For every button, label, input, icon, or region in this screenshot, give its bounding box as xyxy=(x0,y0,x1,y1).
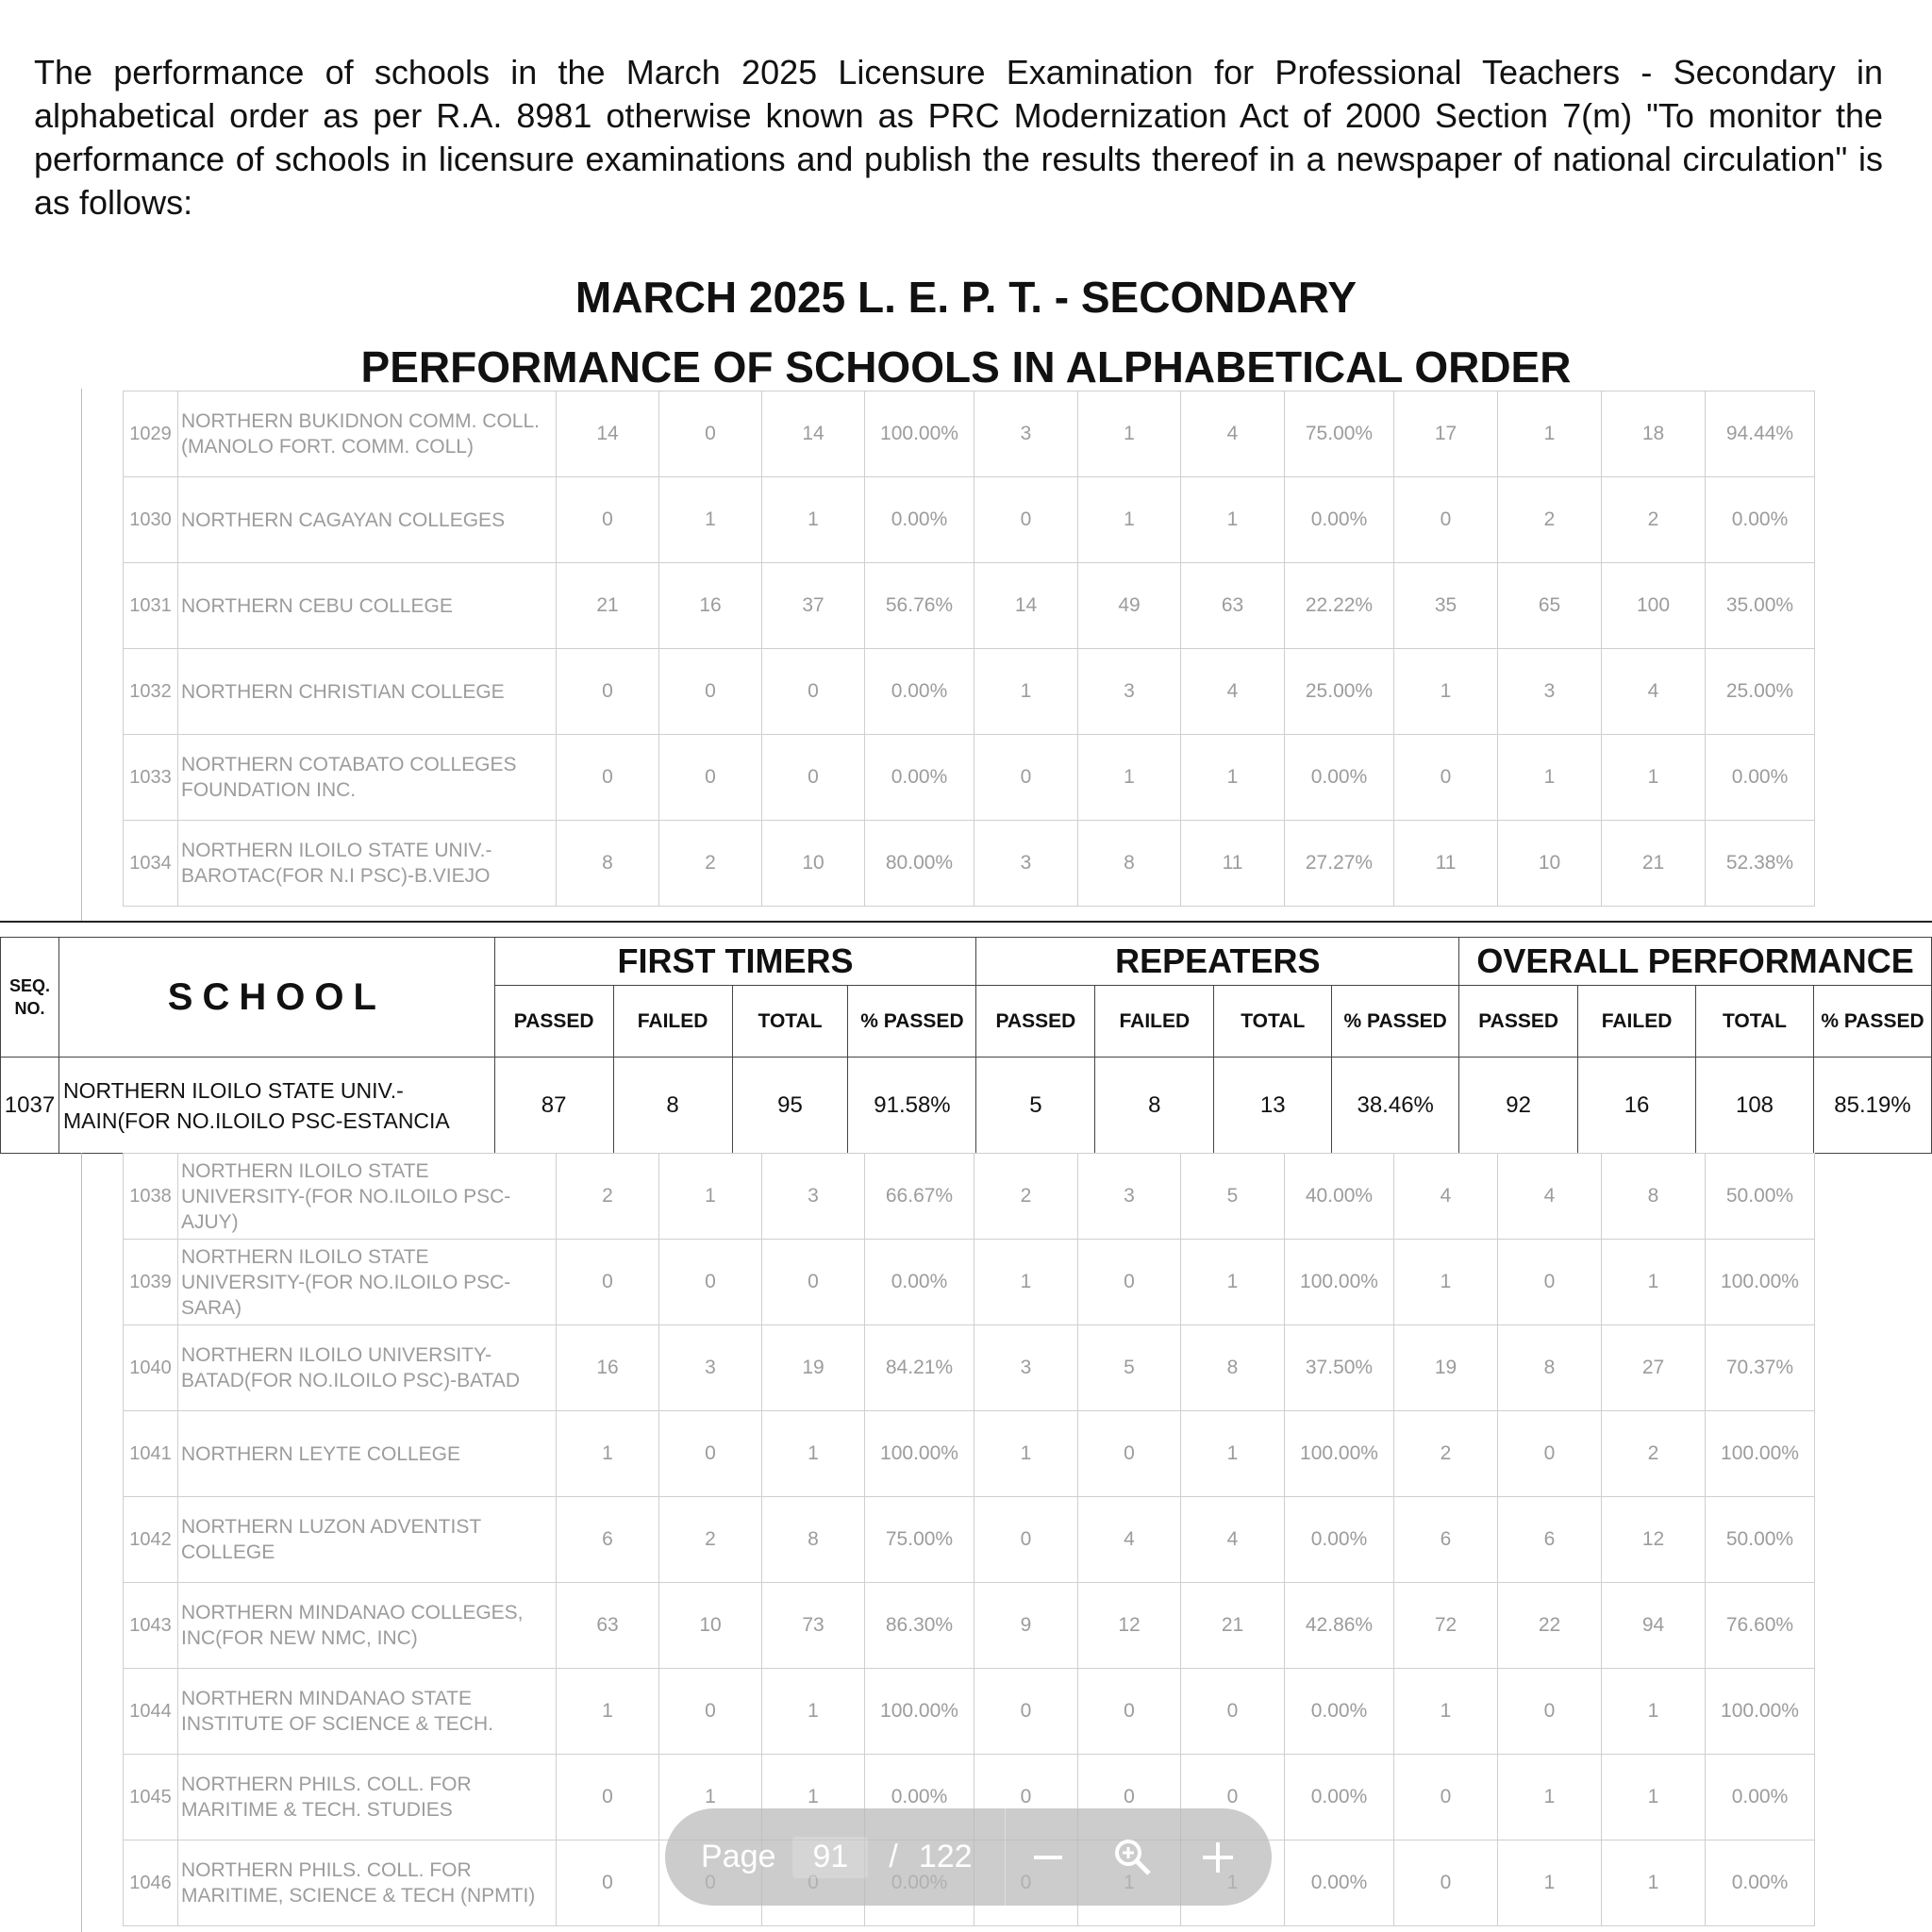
row-value: 85.19% xyxy=(1813,1058,1931,1154)
row-value: 0 xyxy=(1181,1669,1285,1755)
results-table xyxy=(123,391,1815,907)
row-value: 0.00% xyxy=(1285,477,1394,563)
school-header: SCHOOL xyxy=(58,938,494,1058)
row-seq: 1046 xyxy=(124,1840,178,1926)
row-value: 11 xyxy=(1181,821,1285,907)
row-value: 0 xyxy=(557,735,659,821)
row-value: 21 xyxy=(1181,1583,1285,1669)
row-value: 0 xyxy=(1078,1669,1181,1755)
row-value: 25.00% xyxy=(1706,649,1815,735)
row-value: 1 xyxy=(974,1240,1078,1325)
row-value: 3 xyxy=(659,1325,762,1411)
row-seq: 1034 xyxy=(124,821,178,907)
row-value: 1 xyxy=(1181,1411,1285,1497)
zoom-reset-icon[interactable] xyxy=(1091,1808,1175,1906)
row-value: 0.00% xyxy=(1285,1497,1394,1583)
row-value: 0 xyxy=(557,649,659,735)
row-value: 0 xyxy=(1078,1755,1181,1840)
row-school: NORTHERN MINDANAO STATE INSTITUTE OF SCIENCE & TECH. xyxy=(178,1669,557,1755)
row-value: 0 xyxy=(659,1240,762,1325)
row-value: 22 xyxy=(1498,1583,1602,1669)
row-value: 1 xyxy=(762,477,865,563)
row-value: 18 xyxy=(1602,391,1706,477)
row-value: 76.60% xyxy=(1706,1583,1815,1669)
row-school: NORTHERN LEYTE COLLEGE xyxy=(178,1411,557,1497)
row-value: 8 xyxy=(1498,1325,1602,1411)
row-value: 0.00% xyxy=(865,1755,974,1840)
row-value: 4 xyxy=(1394,1154,1498,1240)
row-value: 1 xyxy=(1602,1840,1706,1926)
row-value: 0 xyxy=(659,1669,762,1755)
subcolumn-header: TOTAL xyxy=(1696,986,1814,1058)
page-separator: / xyxy=(889,1839,898,1874)
row-value: 0.00% xyxy=(865,477,974,563)
row-value: 1 xyxy=(762,1411,865,1497)
row-value: 1 xyxy=(1181,1240,1285,1325)
row-value: 0.00% xyxy=(1285,1840,1394,1926)
row-value: 8 xyxy=(762,1497,865,1583)
row-value: 94.44% xyxy=(1706,391,1815,477)
highlighted-row xyxy=(1,1058,1932,1154)
row-value: 4 xyxy=(1181,391,1285,477)
page-label: Page xyxy=(701,1839,776,1874)
row-seq: 1029 xyxy=(124,391,178,477)
row-value: 8 xyxy=(1602,1154,1706,1240)
row-school: NORTHERN ILOILO STATE UNIVERSITY-(FOR NO.ILOILO PSC-SARA) xyxy=(178,1240,557,1325)
row-value: 8 xyxy=(557,821,659,907)
row-seq: 1041 xyxy=(124,1411,178,1497)
row-value: 0 xyxy=(557,1755,659,1840)
row-value: 1 xyxy=(1181,735,1285,821)
row-value: 4 xyxy=(1078,1497,1181,1583)
table-row xyxy=(124,1583,1815,1669)
row-value: 1 xyxy=(1078,735,1181,821)
row-school: NORTHERN CAGAYAN COLLEGES xyxy=(178,477,557,563)
row-value: 42.86% xyxy=(1285,1583,1394,1669)
row-value: 0.00% xyxy=(1285,735,1394,821)
row-value: 0 xyxy=(974,477,1078,563)
row-value: 65 xyxy=(1498,563,1602,649)
row-value: 70.37% xyxy=(1706,1325,1815,1411)
row-value: 0 xyxy=(1498,1669,1602,1755)
repeaters-header: REPEATERS xyxy=(976,938,1459,986)
row-value: 8 xyxy=(1078,821,1181,907)
table-row xyxy=(124,649,1815,735)
row-value: 10 xyxy=(762,821,865,907)
row-value: 100.00% xyxy=(865,1669,974,1755)
results-table-top xyxy=(0,389,1932,921)
row-value: 95 xyxy=(732,1058,848,1154)
row-school: NORTHERN ILOILO STATE UNIVERSITY-(FOR NO.ILOILO PSC-AJUY) xyxy=(178,1154,557,1240)
row-school: NORTHERN CHRISTIAN COLLEGE xyxy=(178,649,557,735)
row-value: 3 xyxy=(1078,649,1181,735)
page-navigator xyxy=(665,1808,1272,1906)
row-value: 0.00% xyxy=(1285,1755,1394,1840)
row-value: 49 xyxy=(1078,563,1181,649)
row-value: 100.00% xyxy=(1285,1240,1394,1325)
row-value: 4 xyxy=(1602,649,1706,735)
current-page-input[interactable]: 91 xyxy=(792,1837,868,1878)
subcolumn-header: FAILED xyxy=(1095,986,1214,1058)
zoom-out-icon[interactable] xyxy=(1006,1808,1091,1906)
seq-no-header: SEQ. NO. xyxy=(1,938,59,1058)
row-value: 1 xyxy=(762,1755,865,1840)
row-value: 92 xyxy=(1459,1058,1578,1154)
row-seq: 1033 xyxy=(124,735,178,821)
row-value: 52.38% xyxy=(1706,821,1815,907)
row-value: 100.00% xyxy=(1706,1240,1815,1325)
row-school: NORTHERN LUZON ADVENTIST COLLEGE xyxy=(178,1497,557,1583)
subcolumn-header: % PASSED xyxy=(848,986,976,1058)
row-value: 1 xyxy=(1498,1755,1602,1840)
row-value: 0 xyxy=(1394,1755,1498,1840)
row-school: NORTHERN ILOILO UNIVERSITY-BATAD(FOR NO.ILOILO PSC)-BATAD xyxy=(178,1325,557,1411)
row-value: 0 xyxy=(557,1840,659,1926)
report-subtitle: PERFORMANCE OF SCHOOLS IN ALPHABETICAL ORDER xyxy=(360,342,1572,391)
row-value: 9 xyxy=(974,1583,1078,1669)
row-value: 16 xyxy=(659,563,762,649)
row-value: 38.46% xyxy=(1332,1058,1459,1154)
page-margin-line xyxy=(81,389,82,921)
row-value: 21 xyxy=(557,563,659,649)
row-value: 50.00% xyxy=(1706,1497,1815,1583)
row-value: 0 xyxy=(974,1669,1078,1755)
row-value: 86.30% xyxy=(865,1583,974,1669)
row-value: 56.76% xyxy=(865,563,974,649)
row-value: 2 xyxy=(659,821,762,907)
row-value: 16 xyxy=(1578,1058,1696,1154)
row-value: 25.00% xyxy=(1285,649,1394,735)
row-seq: 1039 xyxy=(124,1240,178,1325)
total-pages: 122 xyxy=(918,1839,973,1874)
table-row xyxy=(124,821,1815,907)
table-row xyxy=(124,1240,1815,1325)
row-value: 1 xyxy=(974,1411,1078,1497)
row-value: 2 xyxy=(1602,477,1706,563)
row-value: 1 xyxy=(1602,1755,1706,1840)
row-value: 1 xyxy=(659,477,762,563)
row-value: 63 xyxy=(557,1583,659,1669)
row-value: 1 xyxy=(1181,477,1285,563)
row-value: 50.00% xyxy=(1706,1154,1815,1240)
row-value: 72 xyxy=(1394,1583,1498,1669)
row-value: 0 xyxy=(1394,735,1498,821)
subcolumn-header: TOTAL xyxy=(1214,986,1332,1058)
row-value: 1 xyxy=(1394,1240,1498,1325)
table-row xyxy=(124,1325,1815,1411)
table-row xyxy=(124,391,1815,477)
row-seq: 1045 xyxy=(124,1755,178,1840)
row-value: 12 xyxy=(1078,1583,1181,1669)
row-value: 0 xyxy=(659,735,762,821)
table-row xyxy=(124,1411,1815,1497)
row-value: 11 xyxy=(1394,821,1498,907)
row-value: 5 xyxy=(1181,1154,1285,1240)
subcolumn-header: FAILED xyxy=(613,986,732,1058)
row-value: 1 xyxy=(1602,1669,1706,1755)
row-value: 73 xyxy=(762,1583,865,1669)
row-value: 37 xyxy=(762,563,865,649)
table-row xyxy=(124,1154,1815,1240)
row-value: 37.50% xyxy=(1285,1325,1394,1411)
row-school: NORTHERN MINDANAO COLLEGES, INC(FOR NEW NMC, INC) xyxy=(178,1583,557,1669)
row-seq: 1042 xyxy=(124,1497,178,1583)
row-value: 40.00% xyxy=(1285,1154,1394,1240)
overall-performance-header: OVERALL PERFORMANCE xyxy=(1459,938,1932,986)
row-value: 0 xyxy=(1078,1411,1181,1497)
row-value: 75.00% xyxy=(1285,391,1394,477)
row-value: 6 xyxy=(1498,1497,1602,1583)
row-value: 0 xyxy=(1498,1411,1602,1497)
row-value: 1 xyxy=(974,649,1078,735)
subcolumn-header: % PASSED xyxy=(1813,986,1931,1058)
subcolumn-header: TOTAL xyxy=(732,986,848,1058)
row-value: 100.00% xyxy=(1285,1411,1394,1497)
row-value: 0 xyxy=(974,1755,1078,1840)
row-value: 100.00% xyxy=(1706,1669,1815,1755)
row-value: 1 xyxy=(1498,1840,1602,1926)
table-row xyxy=(124,563,1815,649)
row-value: 100 xyxy=(1602,563,1706,649)
row-school: NORTHERN PHILS. COLL. FOR MARITIME, SCIENCE & TECH (NPMTI) xyxy=(178,1840,557,1926)
zoom-in-icon[interactable] xyxy=(1175,1808,1260,1906)
subcolumn-header: % PASSED xyxy=(1332,986,1459,1058)
table-row xyxy=(124,735,1815,821)
row-seq: 1040 xyxy=(124,1325,178,1411)
row-seq: 1037 xyxy=(1,1058,59,1154)
row-value: 100.00% xyxy=(865,1411,974,1497)
row-value: 2 xyxy=(557,1154,659,1240)
row-value: 1 xyxy=(659,1154,762,1240)
row-value: 0.00% xyxy=(865,649,974,735)
row-value: 0 xyxy=(974,735,1078,821)
row-value: 66.67% xyxy=(865,1154,974,1240)
row-value: 1 xyxy=(1602,1240,1706,1325)
row-value: 1 xyxy=(659,1755,762,1840)
row-value: 0.00% xyxy=(1285,1669,1394,1755)
row-value: 100.00% xyxy=(1706,1411,1815,1497)
row-value: 8 xyxy=(613,1058,732,1154)
row-value: 4 xyxy=(1181,1497,1285,1583)
row-value: 1 xyxy=(1078,391,1181,477)
row-value: 14 xyxy=(557,391,659,477)
row-value: 0 xyxy=(1498,1240,1602,1325)
intro-paragraph: The performance of schools in the March 2025 Licensure Examination for Professional Teachers - Secondary in alphabetical order as per R.A. 8981 otherwise known as PRC Modernization Act of 2000 Section 7(m) "To monitor the performance of schools in licensure examinations and publish the results thereof in a newspaper of national circulation" is as follows: xyxy=(34,53,1883,222)
row-value: 1 xyxy=(1078,477,1181,563)
row-value: 0 xyxy=(1394,477,1498,563)
row-value: 0 xyxy=(1078,1240,1181,1325)
row-value: 35.00% xyxy=(1706,563,1815,649)
row-value: 0.00% xyxy=(1706,477,1815,563)
first-timers-header: FIRST TIMERS xyxy=(494,938,976,986)
row-school: NORTHERN COTABATO COLLEGES FOUNDATION INC. xyxy=(178,735,557,821)
subcolumn-header: PASSED xyxy=(494,986,613,1058)
row-value: 2 xyxy=(974,1154,1078,1240)
row-value: 0 xyxy=(659,1411,762,1497)
table-row xyxy=(124,1669,1815,1755)
row-value: 10 xyxy=(659,1583,762,1669)
row-seq: 1032 xyxy=(124,649,178,735)
sticky-header xyxy=(0,921,1932,1155)
row-value: 91.58% xyxy=(848,1058,976,1154)
row-value: 1 xyxy=(762,1669,865,1755)
row-value: 19 xyxy=(762,1325,865,1411)
row-value: 84.21% xyxy=(865,1325,974,1411)
table-row xyxy=(124,1497,1815,1583)
row-value: 3 xyxy=(974,821,1078,907)
row-value: 6 xyxy=(1394,1497,1498,1583)
row-value: 0.00% xyxy=(1706,1755,1815,1840)
row-value: 2 xyxy=(1602,1411,1706,1497)
row-value: 3 xyxy=(1078,1154,1181,1240)
row-value: 1 xyxy=(557,1411,659,1497)
row-value: 94 xyxy=(1602,1583,1706,1669)
row-value: 5 xyxy=(1078,1325,1181,1411)
row-value: 17 xyxy=(1394,391,1498,477)
row-school: NORTHERN BUKIDNON COMM. COLL.(MANOLO FORT. COMM. COLL) xyxy=(178,391,557,477)
row-value: 12 xyxy=(1602,1497,1706,1583)
row-seq: 1043 xyxy=(124,1583,178,1669)
table-row xyxy=(124,477,1815,563)
row-value: 35 xyxy=(1394,563,1498,649)
row-value: 75.00% xyxy=(865,1497,974,1583)
row-school: NORTHERN CEBU COLLEGE xyxy=(178,563,557,649)
row-school: NORTHERN ILOILO STATE UNIV.-BAROTAC(FOR N.I PSC)-B.VIEJO xyxy=(178,821,557,907)
row-value: 108 xyxy=(1696,1058,1814,1154)
row-value: 27.27% xyxy=(1285,821,1394,907)
row-value: 1 xyxy=(557,1669,659,1755)
row-value: 87 xyxy=(494,1058,613,1154)
row-value: 2 xyxy=(1394,1411,1498,1497)
row-value: 0 xyxy=(762,649,865,735)
row-value: 8 xyxy=(1095,1058,1214,1154)
row-value: 8 xyxy=(1181,1325,1285,1411)
row-value: 1 xyxy=(1394,649,1498,735)
row-seq: 1030 xyxy=(124,477,178,563)
row-value: 3 xyxy=(1498,649,1602,735)
row-value: 0 xyxy=(762,735,865,821)
page-margin-line xyxy=(81,1153,82,1932)
row-value: 0 xyxy=(762,1240,865,1325)
row-value: 27 xyxy=(1602,1325,1706,1411)
row-value: 13 xyxy=(1214,1058,1332,1154)
row-seq: 1038 xyxy=(124,1154,178,1240)
row-value: 1 xyxy=(1602,735,1706,821)
row-value: 100.00% xyxy=(865,391,974,477)
row-value: 19 xyxy=(1394,1325,1498,1411)
row-value: 3 xyxy=(974,391,1078,477)
row-value: 2 xyxy=(659,1497,762,1583)
row-value: 0.00% xyxy=(1706,1840,1815,1926)
subcolumn-header: PASSED xyxy=(1459,986,1578,1058)
row-value: 14 xyxy=(762,391,865,477)
row-value: 0.00% xyxy=(865,1240,974,1325)
row-value: 5 xyxy=(976,1058,1095,1154)
row-value: 80.00% xyxy=(865,821,974,907)
report-title: MARCH 2025 L. E. P. T. - SECONDARY xyxy=(575,273,1357,322)
row-value: 1 xyxy=(1498,735,1602,821)
row-value: 14 xyxy=(974,563,1078,649)
row-value: 16 xyxy=(557,1325,659,1411)
row-value: 2 xyxy=(1498,477,1602,563)
row-value: 1 xyxy=(1394,1669,1498,1755)
row-value: 1 xyxy=(1498,391,1602,477)
row-value: 0.00% xyxy=(865,735,974,821)
row-value: 21 xyxy=(1602,821,1706,907)
row-value: 0 xyxy=(1394,1840,1498,1926)
row-value: 10 xyxy=(1498,821,1602,907)
row-school: NORTHERN PHILS. COLL. FOR MARITIME & TECH. STUDIES xyxy=(178,1755,557,1840)
subcolumn-header: PASSED xyxy=(976,986,1095,1058)
row-value: 0 xyxy=(974,1497,1078,1583)
row-value: 6 xyxy=(557,1497,659,1583)
row-value: 0 xyxy=(557,477,659,563)
row-value: 3 xyxy=(974,1325,1078,1411)
row-value: 0 xyxy=(659,391,762,477)
row-school: NORTHERN ILOILO STATE UNIV.-MAIN(FOR NO.ILOILO PSC-ESTANCIA xyxy=(58,1058,494,1154)
subcolumn-header: FAILED xyxy=(1578,986,1696,1058)
row-value: 4 xyxy=(1498,1154,1602,1240)
row-seq: 1031 xyxy=(124,563,178,649)
row-value: 0 xyxy=(1181,1755,1285,1840)
row-value: 63 xyxy=(1181,563,1285,649)
row-value: 0 xyxy=(557,1240,659,1325)
row-value: 4 xyxy=(1181,649,1285,735)
header-table xyxy=(0,937,1932,1154)
row-value: 0.00% xyxy=(1706,735,1815,821)
row-value: 22.22% xyxy=(1285,563,1394,649)
row-seq: 1044 xyxy=(124,1669,178,1755)
row-value: 3 xyxy=(762,1154,865,1240)
row-value: 0 xyxy=(659,649,762,735)
